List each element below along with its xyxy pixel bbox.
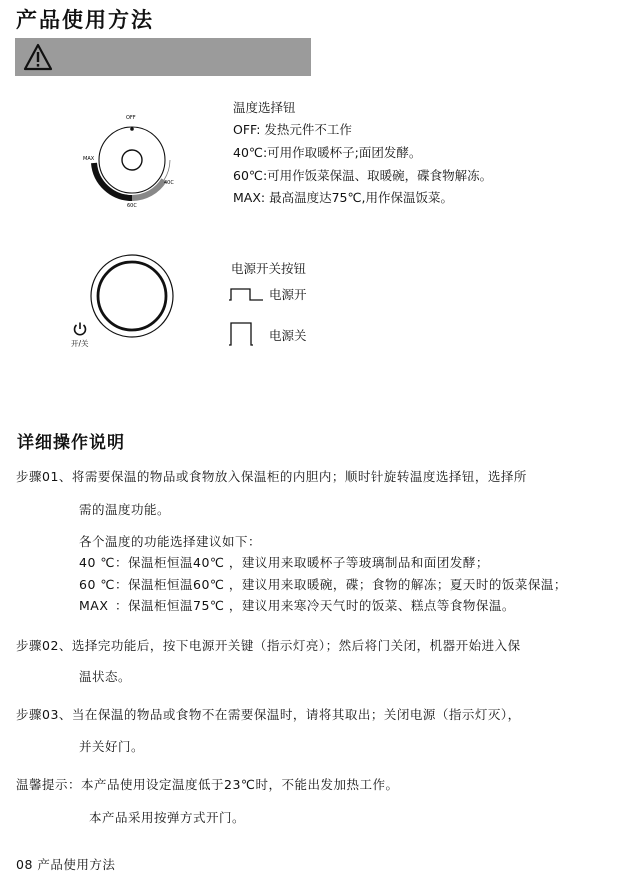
dial-label-off: OFF: [126, 115, 136, 121]
advice-row-60: [79, 575, 567, 593]
advice-temp: 60 ℃: [79, 577, 115, 592]
advice-text: ：保温柜恒温60℃ ，建议用来取暖碗，碟；食物的解冻；夏天时的饭菜保温；: [115, 577, 567, 592]
advice-heading: 各个温度的功能选择建议如下：: [79, 534, 262, 549]
dial-label-max: MAX: [83, 156, 95, 162]
advice-temp: MAX: [79, 598, 109, 613]
advice-row-40: [79, 553, 489, 571]
temp-line-max: MAX: 最高温度达75℃,用作保温饭菜。: [233, 190, 454, 205]
step1-line1: 步骤01、将需要保温的物品或食物放入保温柜的内胆内；顺时针旋转温度选择钮，选择所: [16, 469, 527, 484]
power-on-label: 电源开: [269, 287, 307, 302]
warning-icon: [23, 43, 53, 71]
page-number: 08: [16, 857, 33, 872]
power-icon: [72, 321, 88, 337]
dial-label-40: 40C: [164, 180, 174, 186]
page-title: 产品使用方法: [16, 8, 154, 32]
details-heading: 详细操作说明: [17, 433, 125, 453]
temp-knob-heading: 温度选择钮: [233, 100, 296, 115]
temp-line-off: OFF: 发热元件不工作: [233, 122, 352, 137]
step1-line2: 需的温度功能。: [79, 502, 171, 517]
step3-line2: 并关好门。: [79, 739, 145, 754]
temperature-knob-diagram: [80, 110, 190, 210]
step3-line1: 步骤03、当在保温的物品或食物不在需要保温时，请将其取出；关闭电源（指示灯灭），: [16, 707, 521, 722]
advice-text: ：保温柜恒温40℃ ，建议用来取暖杯子等玻璃制品和面团发酵；: [115, 555, 489, 570]
power-label: 开/关: [71, 339, 89, 348]
advice-row-max: [79, 596, 515, 614]
switch-off-icon: [228, 321, 254, 347]
switch-on-icon: [228, 285, 264, 303]
warning-banner: [15, 38, 311, 76]
step2-line1: 步骤02、选择完功能后，按下电源开关键（指示灯亮）；然后将门关闭，机器开始进入保: [16, 638, 521, 653]
tip-line1: 温馨提示：本产品使用设定温度低于23℃时，不能出发加热工作。: [16, 777, 399, 792]
dial-label-60: 60C: [127, 203, 137, 209]
advice-text: ：保温柜恒温75℃ ，建议用来寒冷天气时的饭菜、糕点等食物保温。: [115, 598, 515, 613]
power-off-label: 电源关: [269, 328, 307, 343]
temp-line-40: 40℃:可用作取暖杯子;面团发酵。: [233, 145, 422, 160]
power-switch-diagram: [88, 252, 178, 342]
page-footer: [16, 855, 115, 873]
power-switch-heading: 电源开关按钮: [231, 261, 307, 276]
step2-line2: 温状态。: [79, 669, 132, 684]
tip-line2: 本产品采用按弹方式开门。: [89, 810, 246, 825]
advice-temp: 40 ℃: [79, 555, 115, 570]
footer-label: 产品使用方法: [37, 857, 116, 872]
temp-line-60: 60℃:可用作饭菜保温、取暖碗，碟食物解冻。: [233, 168, 493, 183]
